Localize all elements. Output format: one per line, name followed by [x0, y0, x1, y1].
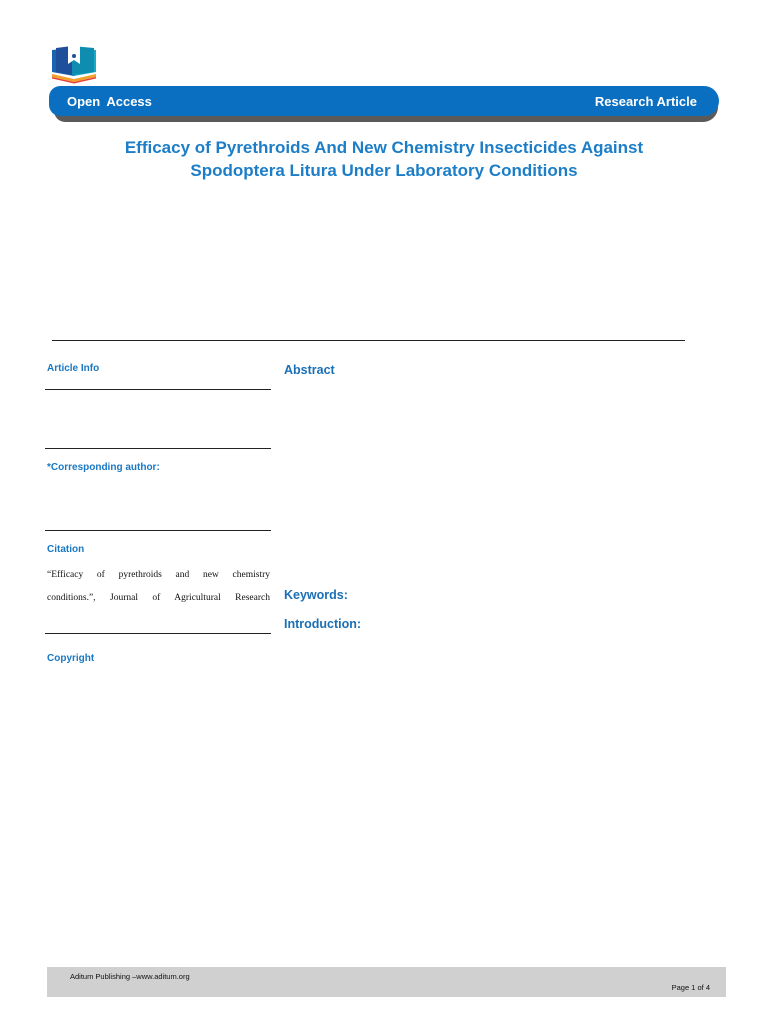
article-info-heading: Article Info — [47, 363, 100, 374]
sidebar-divider — [45, 448, 271, 449]
page-number: Page 1 of 4 — [671, 983, 710, 992]
abstract-heading: Abstract — [284, 363, 335, 377]
copyright-heading: Copyright — [47, 653, 95, 664]
open-book-logo-icon — [50, 42, 98, 84]
citation-line: conditions.”, Journal of Agricultural Research — [47, 593, 270, 603]
article-title — [60, 136, 708, 182]
citation-line: “Efficacy of pyrethroids and new chemistry — [47, 570, 270, 580]
sidebar-divider — [45, 633, 271, 634]
citation-text — [47, 564, 270, 610]
sidebar-divider — [45, 530, 271, 531]
page-footer — [47, 967, 726, 997]
introduction-heading: Introduction: — [284, 617, 362, 631]
title-divider — [52, 340, 685, 341]
sidebar-divider — [45, 389, 271, 390]
title-line-2: Spodoptera Litura Under Laboratory Conditions — [190, 161, 578, 180]
citation-heading: Citation — [47, 544, 85, 555]
header-banner — [49, 86, 719, 116]
keywords-heading: Keywords: — [284, 588, 348, 602]
publisher-text: Aditum Publishing –www.aditum.org — [70, 972, 190, 981]
article-type-label: Research Article — [594, 94, 697, 109]
title-line-1: Efficacy of Pyrethroids And New Chemistry Insecticides Against — [124, 138, 644, 157]
corresponding-author-heading: *Corresponding author: — [47, 462, 160, 473]
open-access-label: Open Access — [67, 94, 152, 109]
